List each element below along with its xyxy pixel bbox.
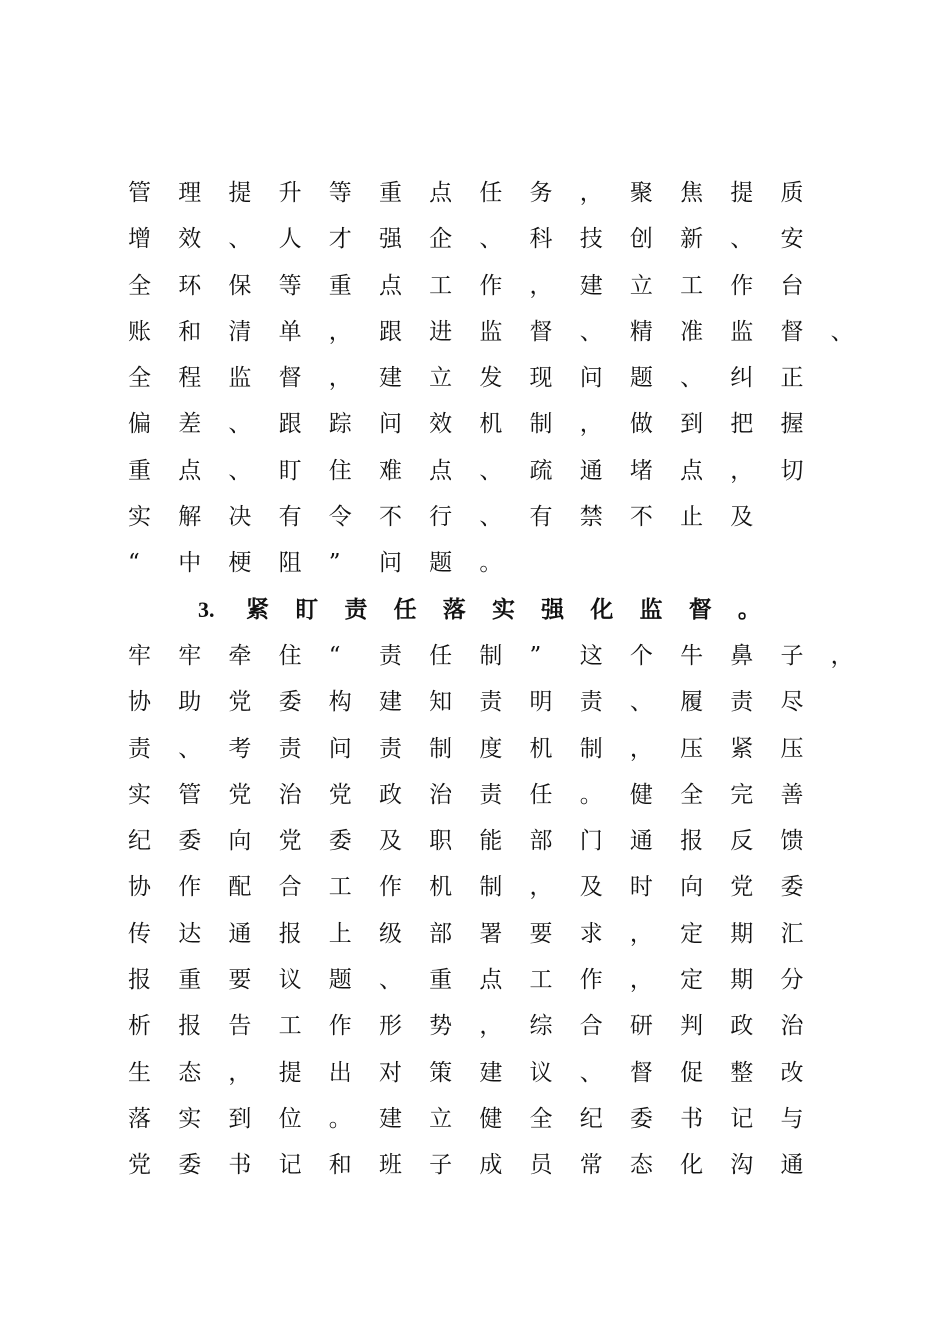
- line-text: 析 报 告 工 作 形 势 ， 综 合 研 判 政 治: [128, 1013, 804, 1040]
- paragraph-line: [128, 448, 848, 494]
- line-text: 传 达 通 报 上 级 部 署 要 求 ， 定 期 汇: [128, 920, 804, 947]
- line-text: 纪 委 向 党 委 及 职 能 部 门 通 报 反 馈: [128, 828, 804, 855]
- section-heading-text: 紧 盯 责 任 落 实 强 化 监 督 。: [246, 595, 761, 623]
- paragraph-line: [128, 263, 848, 309]
- paragraph-line: [128, 1096, 848, 1142]
- line-text: 实 解 决 有 令 不 行 、 有 禁 不 止 及: [128, 504, 754, 531]
- paragraph-line: [128, 1050, 848, 1096]
- paragraph-line: [128, 911, 848, 957]
- paragraph-line: [128, 170, 848, 216]
- document-body: [128, 170, 854, 1189]
- paragraph-line: [128, 633, 854, 679]
- section-number: 3.: [198, 596, 215, 622]
- line-text: 偏 差 、 跟 踪 问 效 机 制 ， 做 到 把 握: [128, 411, 804, 438]
- line-text: 牢 牢 牵 住 “ 责 任 制 ” 这 个 牛 鼻 子 ，: [128, 642, 854, 669]
- line-text: 责 、 考 责 问 责 制 度 机 制 ， 压 紧 压: [128, 735, 804, 762]
- line-text: 重 点 、 盯 住 难 点 、 疏 通 堵 点 ， 切: [128, 457, 804, 484]
- paragraph-line: [128, 494, 848, 540]
- paragraph-line: [128, 818, 848, 864]
- paragraph-line: [128, 540, 848, 586]
- line-text: 增 效 、 人 才 强 企 、 科 技 创 新 、 安: [128, 226, 804, 253]
- paragraph-line: [128, 1003, 848, 1049]
- paragraph-line: [128, 1142, 848, 1188]
- line-text: 协 助 党 委 构 建 知 责 明 责 、 履 责 尽: [128, 689, 804, 716]
- paragraph-line: [128, 401, 848, 447]
- paragraph-line: [128, 216, 848, 262]
- line-text: 协 作 配 合 工 作 机 制 ， 及 时 向 党 委: [128, 874, 804, 901]
- line-text: 党 委 书 记 和 班 子 成 员 常 态 化 沟 通: [128, 1152, 804, 1179]
- line-text: “ 中 梗 阻 ” 问 题 。: [128, 550, 503, 577]
- line-text: 管 理 提 升 等 重 点 任 务 ， 聚 焦 提 质: [128, 180, 804, 206]
- paragraph-line: [128, 864, 848, 910]
- line-text: 全 程 监 督 ， 建 立 发 现 问 题 、 纠 正: [128, 365, 804, 392]
- paragraph-line: [128, 726, 848, 772]
- section-heading: [128, 587, 848, 633]
- line-text: 全 环 保 等 重 点 工 作 ， 建 立 工 作 台: [128, 272, 804, 299]
- line-text: 报 重 要 议 题 、 重 点 工 作 ， 定 期 分: [128, 967, 804, 994]
- paragraph-line: [128, 957, 848, 1003]
- line-text: 落 实 到 位 。 建 立 健 全 纪 委 书 记 与: [128, 1105, 804, 1132]
- paragraph-line: [128, 309, 854, 355]
- line-text: 实 管 党 治 党 政 治 责 任 。 健 全 完 善: [128, 781, 804, 808]
- paragraph-line: [128, 772, 848, 818]
- line-text: 账 和 清 单 ， 跟 进 监 督 、 精 准 监 督 、: [128, 318, 854, 345]
- paragraph-line: [128, 679, 848, 725]
- line-text: 生 态 ， 提 出 对 策 建 议 、 督 促 整 改: [128, 1059, 804, 1086]
- paragraph-line: [128, 355, 848, 401]
